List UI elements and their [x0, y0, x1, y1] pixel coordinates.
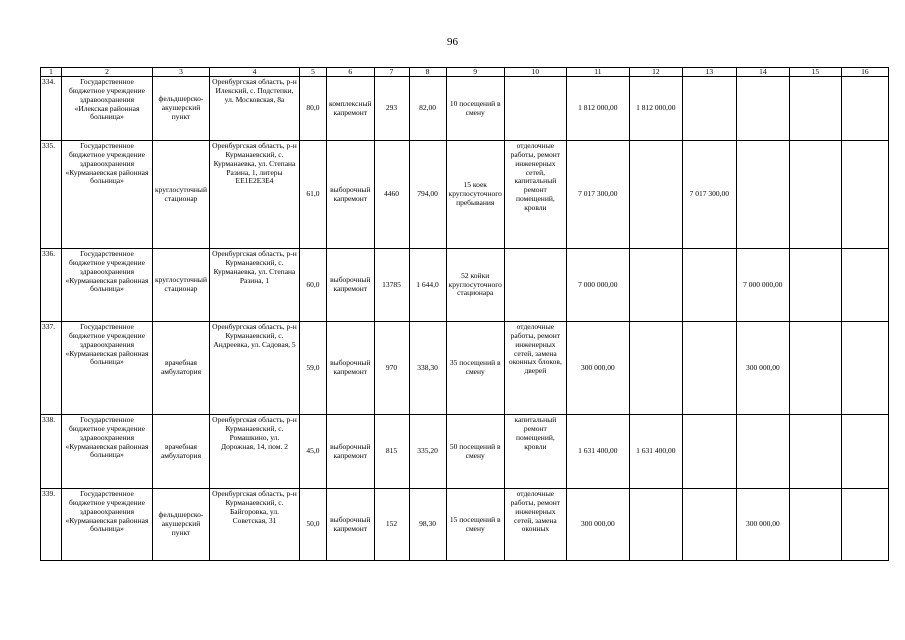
- year-2-cost: [682, 77, 736, 141]
- facility-type: фельдшерско-акушерский пункт: [153, 77, 210, 141]
- col-header: 10: [504, 68, 566, 77]
- year-1-cost: [629, 249, 682, 322]
- year-5-cost: [841, 489, 888, 561]
- institution-name: Государственное бюджетное учреждение здравоохранения «Курманаевская районная больница»: [62, 489, 153, 561]
- total-cost: 300 000,00: [566, 489, 629, 561]
- column-8-value: 82,00: [409, 77, 446, 141]
- year-5-cost: [841, 415, 888, 489]
- table-row: [41, 249, 889, 322]
- planned-works: [504, 77, 566, 141]
- year-3-cost: [736, 77, 789, 141]
- row-number: 335.: [41, 141, 62, 249]
- col-header: 15: [789, 68, 841, 77]
- facility-address: Оренбургская область, р-н Курманаевский, с. Байгоровка, ул. Советская, 31: [209, 489, 299, 561]
- facility-address: Оренбургская область, р-н Курманаевский, с. Курманаевка, ул. Степана Разина, 1: [209, 249, 299, 322]
- facility-capacity: 10 посещений в смену: [446, 77, 504, 141]
- facility-type: круглосуточный стационар: [153, 141, 210, 249]
- facility-type: фельдшерско-акушерский пункт: [153, 489, 210, 561]
- col-header: 7: [374, 68, 409, 77]
- area-value: 60,0: [299, 249, 326, 322]
- column-7-value: 13785: [374, 249, 409, 322]
- planned-works: отделочные работы, ремонт инженерных сетей, капитальный ремонт помещений, кровли: [504, 141, 566, 249]
- facility-capacity: 52 койки круглосуточного стационара: [446, 249, 504, 322]
- row-number: 338.: [41, 415, 62, 489]
- year-5-cost: [841, 77, 888, 141]
- row-number: 336.: [41, 249, 62, 322]
- year-5-cost: [841, 322, 888, 415]
- year-1-cost: [629, 141, 682, 249]
- facility-type: круглосуточный стационар: [153, 249, 210, 322]
- planned-works: [504, 249, 566, 322]
- col-header: 16: [841, 68, 888, 77]
- institution-name: Государственное бюджетное учреждение здравоохранения «Курманаевская районная больница»: [62, 249, 153, 322]
- area-value: 80,0: [299, 77, 326, 141]
- year-3-cost: 300 000,00: [736, 322, 789, 415]
- year-2-cost: [682, 249, 736, 322]
- year-4-cost: [789, 489, 841, 561]
- col-header: 13: [682, 68, 736, 77]
- table-row: [41, 141, 889, 249]
- institution-name: Государственное бюджетное учреждение здравоохранения «Курманаевская районная больница»: [62, 322, 153, 415]
- year-3-cost: [736, 141, 789, 249]
- total-cost: 7 000 000,00: [566, 249, 629, 322]
- total-cost: 300 000,00: [566, 322, 629, 415]
- year-2-cost: 7 017 300,00: [682, 141, 736, 249]
- area-value: 45,0: [299, 415, 326, 489]
- area-value: 59,0: [299, 322, 326, 415]
- col-header: 5: [299, 68, 326, 77]
- column-8-value: 794,00: [409, 141, 446, 249]
- facility-type: врачебная амбулатория: [153, 415, 210, 489]
- institution-name: Государственное бюджетное учреждение здравоохранения «Курманаевская районная больница»: [62, 141, 153, 249]
- column-7-value: 815: [374, 415, 409, 489]
- column-7-value: 970: [374, 322, 409, 415]
- col-header: 6: [326, 68, 374, 77]
- col-header: 4: [209, 68, 299, 77]
- year-2-cost: [682, 489, 736, 561]
- repair-type: выборочный капремонт: [326, 249, 374, 322]
- table-row: [41, 77, 889, 141]
- year-1-cost: [629, 322, 682, 415]
- column-8-value: 335,20: [409, 415, 446, 489]
- year-1-cost: 1 631 400,00: [629, 415, 682, 489]
- year-2-cost: [682, 322, 736, 415]
- col-header: 12: [629, 68, 682, 77]
- facility-capacity: 15 посещений в смену: [446, 489, 504, 561]
- row-number: 337.: [41, 322, 62, 415]
- column-7-value: 293: [374, 77, 409, 141]
- year-1-cost: 1 812 000,00: [629, 77, 682, 141]
- planned-works: отделочные работы, ремонт инженерных сетей, замена оконных блоков, дверей: [504, 322, 566, 415]
- year-4-cost: [789, 77, 841, 141]
- total-cost: 1 812 000,00: [566, 77, 629, 141]
- year-1-cost: [629, 489, 682, 561]
- year-4-cost: [789, 141, 841, 249]
- facility-address: Оренбургская область, р-н Курманаевский, с. Курманаевка, ул. Степана Разина, 1, литеры ЕЕ1Е2Е3Е4: [209, 141, 299, 249]
- table-row: [41, 489, 889, 561]
- repair-type: выборочный капремонт: [326, 322, 374, 415]
- col-header: 14: [736, 68, 789, 77]
- col-header: 3: [153, 68, 210, 77]
- institution-name: Государственное бюджетное учреждение здравоохранения «Курманаевская районная больница»: [62, 415, 153, 489]
- total-cost: 1 631 400,00: [566, 415, 629, 489]
- total-cost: 7 017 300,00: [566, 141, 629, 249]
- row-number: 339.: [41, 489, 62, 561]
- facility-type: врачебная амбулатория: [153, 322, 210, 415]
- facility-capacity: 15 коек круглосуточного пребывания: [446, 141, 504, 249]
- facility-address: Оренбургская область, р-н Курманаевский, с. Ромашкино, ул. Дорожная, 14, пом. 2: [209, 415, 299, 489]
- facility-address: Оренбургская область, р-н Илекский, с. Подстепки, ул. Московская, 8а: [209, 77, 299, 141]
- year-4-cost: [789, 415, 841, 489]
- year-2-cost: [682, 415, 736, 489]
- year-3-cost: 7 000 000,00: [736, 249, 789, 322]
- year-4-cost: [789, 322, 841, 415]
- col-header: 8: [409, 68, 446, 77]
- table-row: [41, 415, 889, 489]
- column-8-value: 1 644,0: [409, 249, 446, 322]
- column-number-row: [41, 68, 889, 77]
- col-header: 2: [62, 68, 153, 77]
- year-4-cost: [789, 249, 841, 322]
- facility-capacity: 35 посещений в смену: [446, 322, 504, 415]
- area-value: 61,0: [299, 141, 326, 249]
- facility-capacity: 50 посещений в смену: [446, 415, 504, 489]
- column-7-value: 4460: [374, 141, 409, 249]
- column-7-value: 152: [374, 489, 409, 561]
- year-3-cost: 300 000,00: [736, 489, 789, 561]
- facility-address: Оренбургская область, р-н Курманаевский, с. Андреевка, ул. Садовая, 5: [209, 322, 299, 415]
- col-header: 9: [446, 68, 504, 77]
- page-number: 96: [447, 36, 458, 48]
- repair-program-table: [40, 67, 889, 561]
- repair-type: выборочный капремонт: [326, 141, 374, 249]
- repair-type: выборочный капремонт: [326, 489, 374, 561]
- col-header: 1: [41, 68, 62, 77]
- year-5-cost: [841, 249, 888, 322]
- column-8-value: 338,30: [409, 322, 446, 415]
- year-5-cost: [841, 141, 888, 249]
- area-value: 50,0: [299, 489, 326, 561]
- planned-works: отделочные работы, ремонт инженерных сетей, замена оконных: [504, 489, 566, 561]
- row-number: 334.: [41, 77, 62, 141]
- institution-name: Государственное бюджетное учреждение здравоохранения «Илекская районная больница»: [62, 77, 153, 141]
- year-3-cost: [736, 415, 789, 489]
- table-row: [41, 322, 889, 415]
- col-header: 11: [566, 68, 629, 77]
- planned-works: капитальный ремонт помещений, кровли: [504, 415, 566, 489]
- repair-type: выборочный капремонт: [326, 415, 374, 489]
- repair-type: комплексный капремонт: [326, 77, 374, 141]
- column-8-value: 98,30: [409, 489, 446, 561]
